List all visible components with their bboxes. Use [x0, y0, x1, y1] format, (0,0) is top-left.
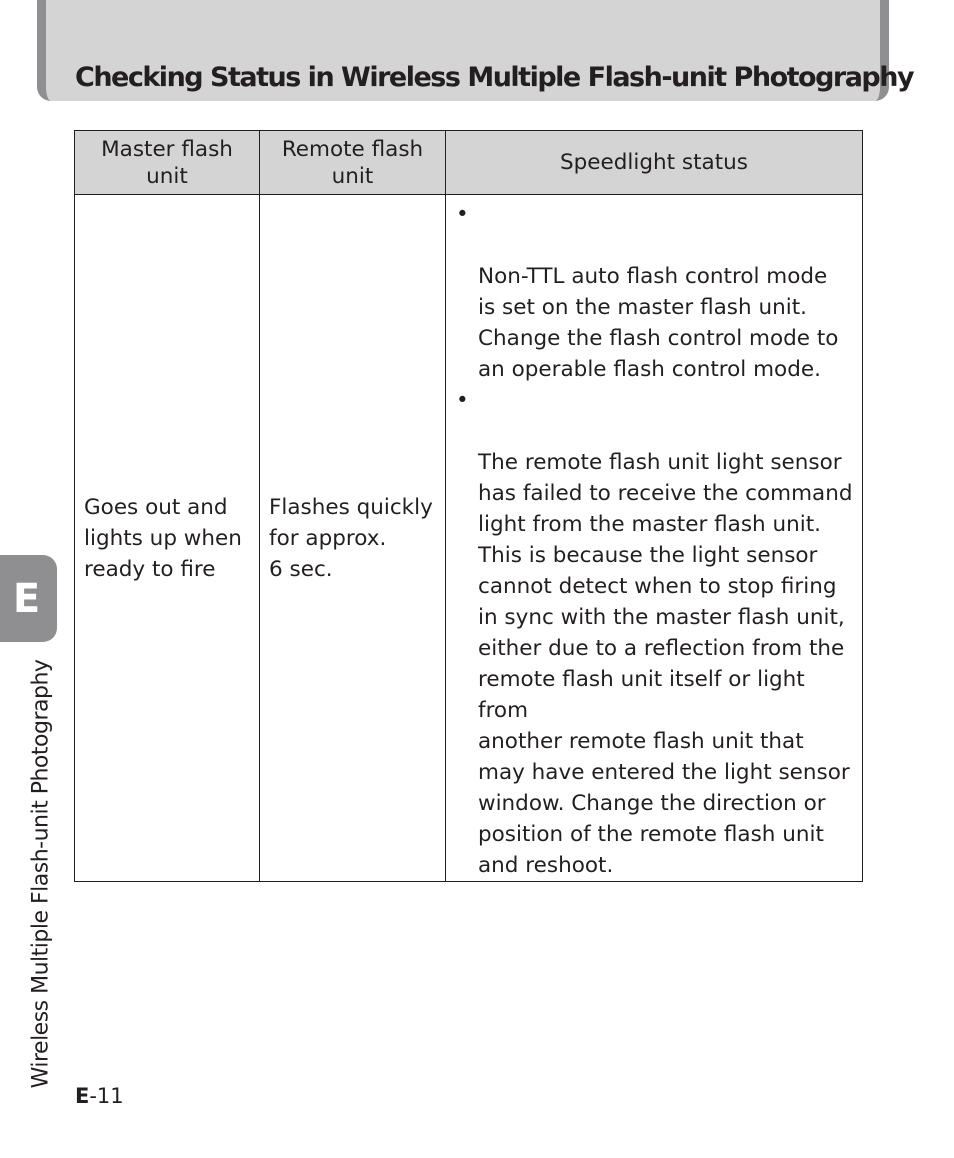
bullet-icon: •: [456, 202, 469, 227]
status-item-text: The remote flash unit light sensor has failed to receive the command light from the master flash unit. This is because the light sensor cannot detect when to stop firing in sync with the master flash unit, either due to a reflection from the remote flash unit itself or light from another remote flash unit that may have entered the light sensor window. Change the direction or position of the remote flash unit and reshoot.: [478, 450, 853, 878]
master-status-cell: Goes out and lights up when ready to fire: [75, 195, 260, 882]
page-number: [75, 1084, 124, 1108]
status-list: [454, 199, 854, 881]
speedlight-status-cell: [446, 195, 863, 882]
side-section-label: Wireless Multiple Flash-unit Photography: [28, 659, 54, 1089]
section-tab-letter: E: [12, 575, 41, 622]
section-tab: [0, 555, 57, 642]
table-row: [75, 195, 863, 882]
bullet-icon: •: [456, 388, 469, 413]
remote-status-cell: Flashes quickly for approx. 6 sec.: [260, 195, 446, 882]
table-header-row: [75, 131, 863, 195]
page-number-letter: E: [75, 1084, 90, 1108]
header-master-flash-unit: Master flash unit: [75, 131, 260, 195]
status-list-item: [454, 385, 854, 881]
page-number-value: -11: [89, 1084, 124, 1108]
status-list-item: [454, 199, 854, 385]
status-item-text: Non-TTL auto flash control mode is set on the master flash unit. Change the flash control mode to an operable flash control mode.: [478, 264, 839, 382]
header-speedlight-status: Speedlight status: [446, 131, 863, 195]
status-table: [74, 130, 863, 882]
header-remote-flash-unit: Remote flash unit: [260, 131, 446, 195]
page-title: Checking Status in Wireless Multiple Flash-unit Photography: [75, 62, 914, 93]
